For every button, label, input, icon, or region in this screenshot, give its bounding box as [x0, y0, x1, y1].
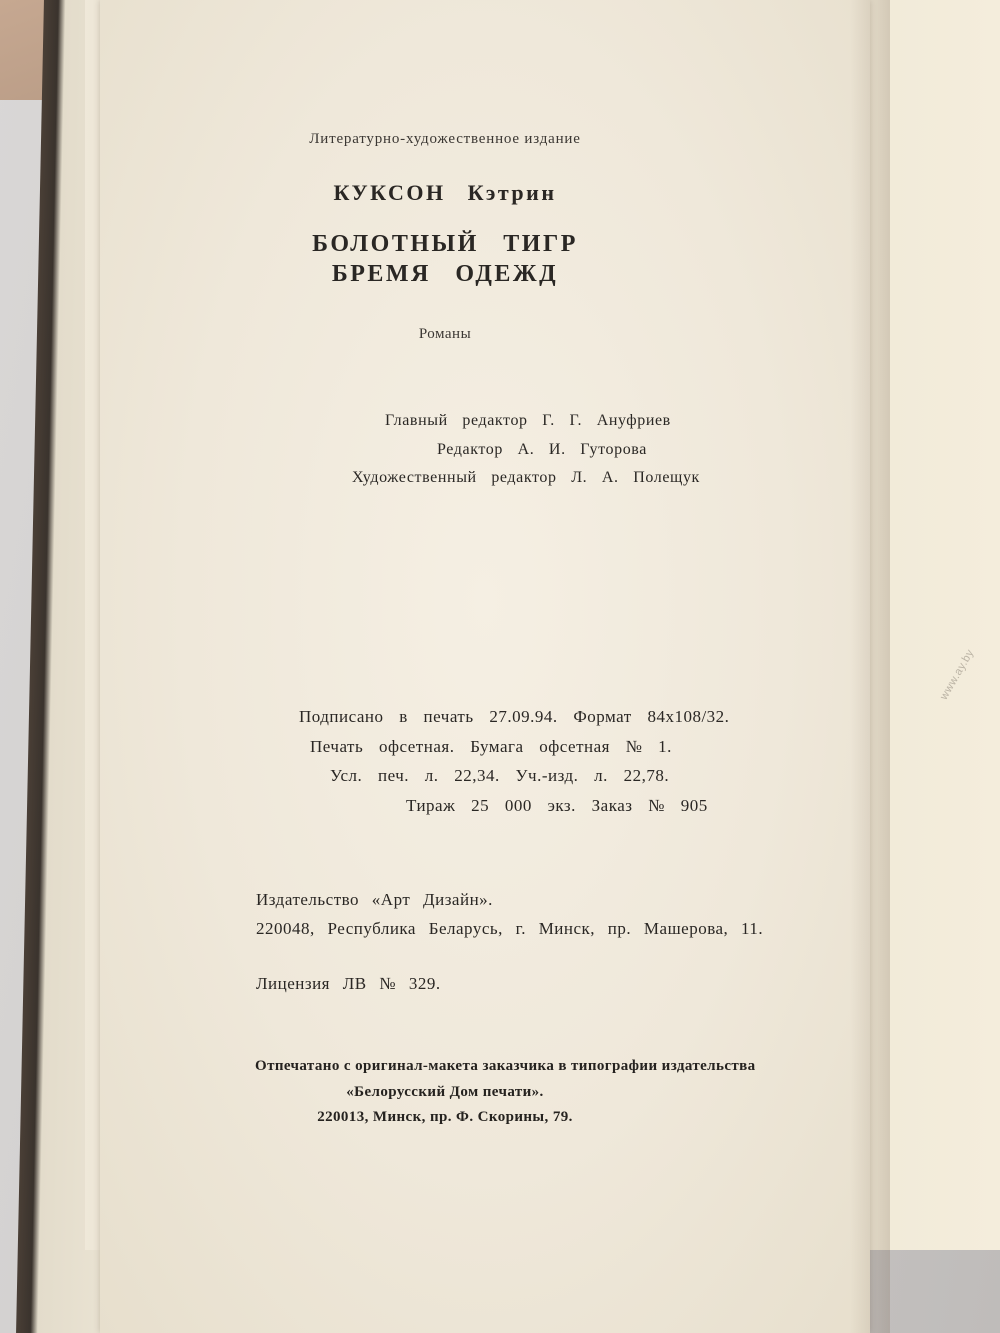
edition-type: Литературно-художественное издание	[309, 131, 581, 147]
book-title-1: БОЛОТНЫЙ ТИГР	[312, 231, 578, 257]
imprint-line-4: Тираж 25 000 экз. Заказ № 905	[406, 796, 708, 815]
art-editor: Художественный редактор Л. А. Полещук	[352, 469, 700, 486]
book-title-2: БРЕМЯ ОДЕЖД	[331, 261, 559, 287]
publisher-address: 220048, Республика Беларусь, г. Минск, пр. Машерова, 11.	[256, 919, 764, 938]
author-name: КУКСОН Кэтрин	[333, 180, 557, 205]
license-number: Лицензия ЛВ № 329.	[256, 974, 441, 993]
watermark: www.ay.by	[938, 647, 977, 702]
imprint-line-3: Усл. печ. л. 22,34. Уч.-изд. л. 22,78.	[330, 766, 670, 785]
chief-editor: Главный редактор Г. Г. Ануфриев	[385, 412, 671, 429]
genre-label: Романы	[418, 326, 472, 342]
editor: Редактор А. И. Гуторова	[437, 441, 647, 458]
printer-line-2: «Белорусский Дом печати».	[346, 1084, 544, 1100]
printer-line-3: 220013, Минск, пр. Ф. Скорины, 79.	[317, 1109, 573, 1125]
imprint-line-1: Подписано в печать 27.09.94. Формат 84x108/32.	[299, 707, 730, 726]
imprint-page	[100, 0, 870, 1333]
page-gutter-shadow	[850, 0, 890, 1333]
publisher-name: Издательство «Арт Дизайн».	[256, 890, 493, 909]
imprint-line-2: Печать офсетная. Бумага офсетная № 1.	[310, 737, 672, 756]
printer-line-1: Отпечатано с оригинал-макета заказчика в типографии издательства	[255, 1058, 756, 1074]
